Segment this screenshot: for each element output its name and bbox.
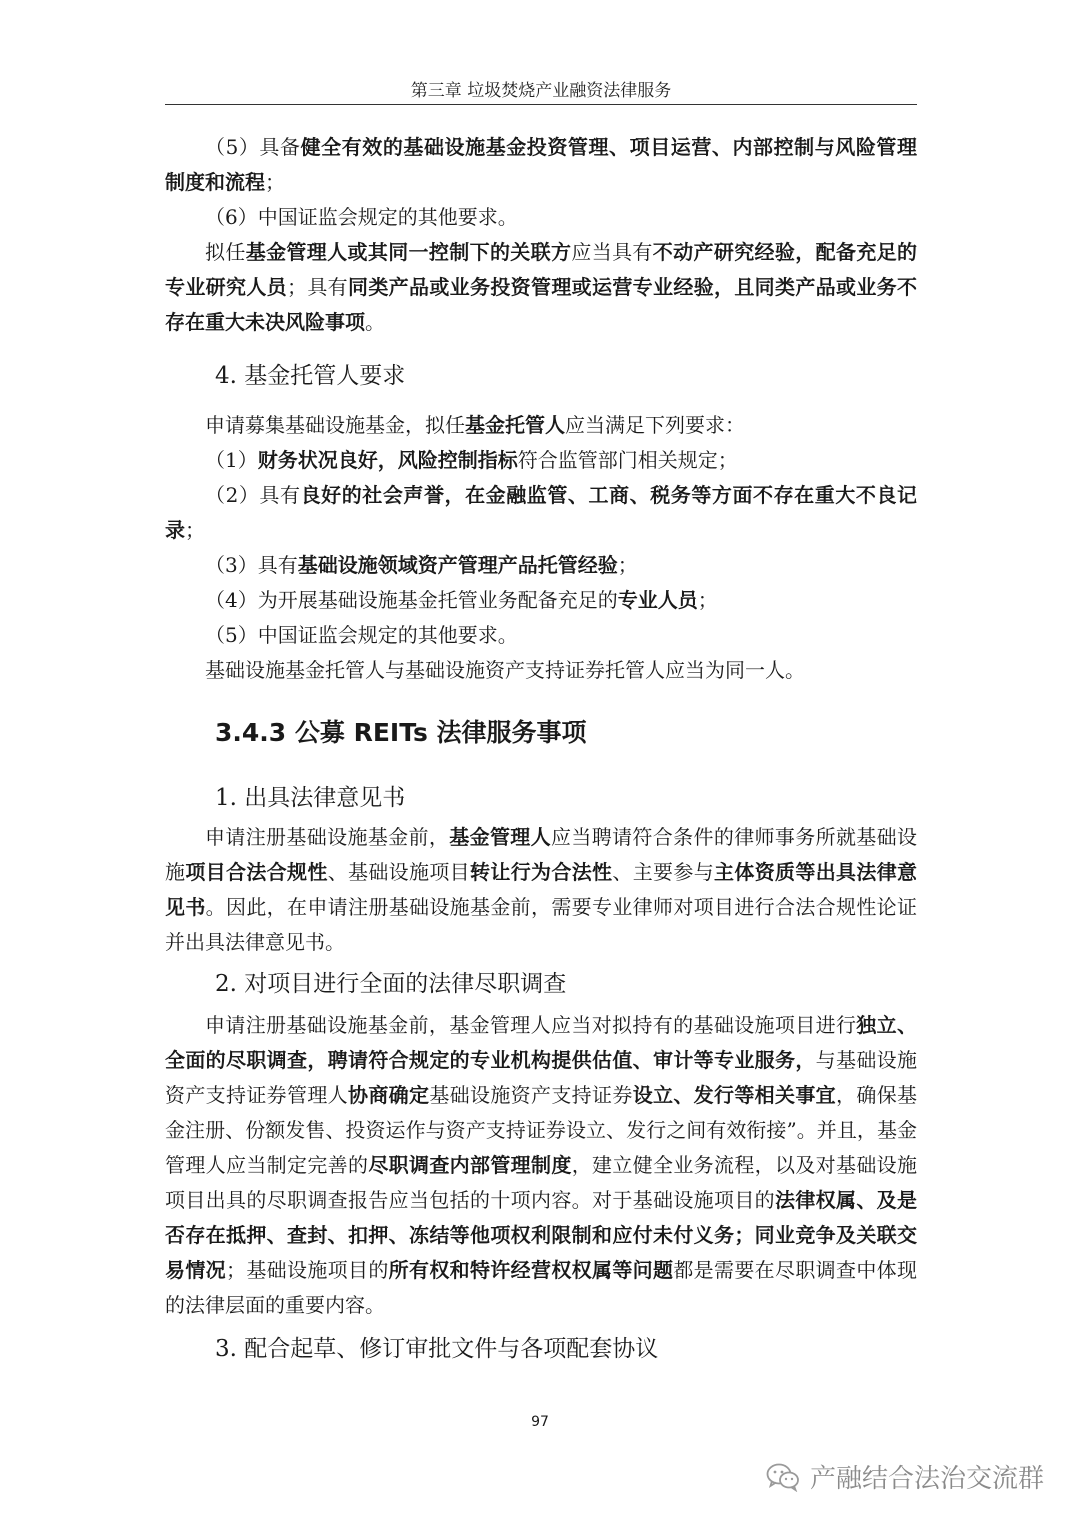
paragraph bbox=[165, 583, 917, 618]
paragraph bbox=[165, 443, 917, 478]
bold-text: 转让行为合法性 bbox=[470, 860, 613, 884]
document-body bbox=[165, 130, 917, 1365]
watermark-text: 产融结合法治交流群 bbox=[809, 1464, 1044, 1494]
watermark bbox=[766, 1458, 1044, 1495]
text-run: 。因此，在申请注册基础设施基金前，需要专业律师对项目进行合法合规性论证并出具法律意见书。 bbox=[165, 895, 918, 954]
text-run: ，确保基金注册、份额发售、投资运作与资产支持证券设立、发行之间有效衔接”。并且，基金管理人应当制定完善的 bbox=[165, 1083, 918, 1177]
text-run: （5）中国证监会规定的其他要求。 bbox=[205, 623, 518, 647]
bold-text: 项目合法合规性 bbox=[185, 860, 328, 884]
bold-text: 基金托管人 bbox=[465, 413, 565, 437]
subheading: 3. 配合起草、修订审批文件与各项配套协议 bbox=[215, 1336, 659, 1362]
text-run: ；具有 bbox=[287, 275, 348, 299]
bold-text: 财务状况良好，风险控制指标 bbox=[257, 448, 518, 472]
wechat-icon bbox=[766, 1462, 800, 1492]
text-run: ； bbox=[697, 588, 718, 612]
bold-text: 专业人员 bbox=[617, 588, 698, 612]
text-run: （1） bbox=[205, 448, 258, 472]
bold-text: 主体资质等出具法律意见书 bbox=[165, 860, 918, 919]
subheading: 1. 出具法律意见书 bbox=[215, 785, 406, 811]
text-run: ； bbox=[265, 170, 285, 194]
bold-text: 尽职调查内部管理制度 bbox=[368, 1153, 572, 1177]
text-run: （4）为开展基础设施基金托管业务配备充足的 bbox=[205, 588, 618, 612]
text-run: ，建立健全业务流程，以及对基础设施项目出具的尽职调查报告应当包括的十项内容。对于基础设施项目的 bbox=[165, 1153, 918, 1212]
bold-text: 基础设施领域资产管理产品托管经验 bbox=[297, 553, 618, 577]
page-number: 97 bbox=[531, 1414, 549, 1430]
text-run: （2）具有 bbox=[205, 483, 301, 507]
text-run: 与基础设施资产支持证券管理人 bbox=[165, 1048, 918, 1107]
bold-text: 法律权属、及是否存在抵押、查封、扣押、冻结等他项权利限制和应付未付义务；同业竞争及关联交易情况 bbox=[165, 1188, 918, 1282]
bold-text: 设立、发行等相关事宜 bbox=[632, 1083, 837, 1107]
paragraph bbox=[165, 653, 917, 688]
subheading: 4. 基金托管人要求 bbox=[215, 363, 406, 389]
paragraph bbox=[165, 200, 917, 235]
text-run: 、基础设施项目 bbox=[327, 860, 471, 884]
section-heading: 3.4.3 公募 REITs 法律服务事项 bbox=[215, 718, 587, 747]
text-run: 申请注册基础设施基金前， bbox=[205, 825, 450, 849]
paragraph bbox=[165, 408, 917, 443]
text-run: 都是需要在尽职调查中体现的法律层面的重要内容。 bbox=[165, 1258, 918, 1317]
text-run: 基础设施基金托管人与基础设施资产支持证券托管人应当为同一人。 bbox=[205, 658, 805, 682]
text-run: 拟任 bbox=[205, 240, 246, 264]
text-run: 申请注册基础设施基金前，基金管理人应当对拟持有的基础设施项目进行 bbox=[205, 1013, 857, 1037]
text-run: ；基础设施项目的 bbox=[226, 1258, 389, 1282]
bold-text: 所有权和特许经营权权属等问题 bbox=[388, 1258, 674, 1282]
page-header: 第三章 垃圾焚烧产业融资法律服务 bbox=[410, 81, 672, 101]
text-run: 符合监管部门相关规定； bbox=[517, 448, 738, 472]
bold-text: 健全有效的基础设施基金投资管理、项目运营、内部控制与风险管理制度和流程 bbox=[165, 135, 917, 194]
paragraph bbox=[165, 820, 917, 960]
paragraph bbox=[165, 235, 917, 340]
text-run: （6）中国证监会规定的其他要求。 bbox=[205, 205, 518, 229]
text-run: ； bbox=[185, 518, 205, 542]
text-run: ； bbox=[617, 553, 638, 577]
text-run: 应当满足下列要求： bbox=[565, 413, 745, 437]
text-run: 基础设施资产支持证券 bbox=[429, 1083, 633, 1107]
bold-text: 协商确定 bbox=[348, 1083, 430, 1107]
bold-text: 基金管理人或其同一控制下的关联方 bbox=[245, 240, 572, 264]
text-run: （3）具有 bbox=[205, 553, 298, 577]
bold-text: 不动产研究经验，配备充足的专业研究人员 bbox=[165, 240, 918, 299]
paragraph bbox=[165, 130, 917, 200]
text-run: 、主要参与 bbox=[612, 860, 715, 884]
subheading: 2. 对项目进行全面的法律尽职调查 bbox=[215, 971, 567, 997]
bold-text: 基金管理人 bbox=[449, 825, 552, 849]
paragraph bbox=[165, 478, 917, 548]
bold-text: 良好的社会声誉，在金融监管、工商、税务等方面不存在重大不良记录 bbox=[165, 483, 917, 542]
paragraph bbox=[165, 548, 917, 583]
header-divider bbox=[165, 104, 917, 105]
text-run: （5）具备 bbox=[205, 135, 301, 159]
bold-text: 同类产品或业务投资管理或运营专业经验，且同类产品或业务不存在重大未决风险事项 bbox=[165, 275, 917, 334]
text-run: 应当聘请符合条件的律师事务所就基础设施 bbox=[165, 825, 918, 884]
text-run: 。 bbox=[365, 310, 385, 334]
bold-text: 独立、全面的尽职调查，聘请符合规定的专业机构提供估值、审计等专业服务， bbox=[165, 1013, 918, 1072]
paragraph bbox=[165, 618, 917, 653]
text-run: 申请募集基础设施基金，拟任 bbox=[205, 413, 465, 437]
paragraph bbox=[165, 1008, 917, 1323]
text-run: 应当具有 bbox=[571, 240, 653, 264]
